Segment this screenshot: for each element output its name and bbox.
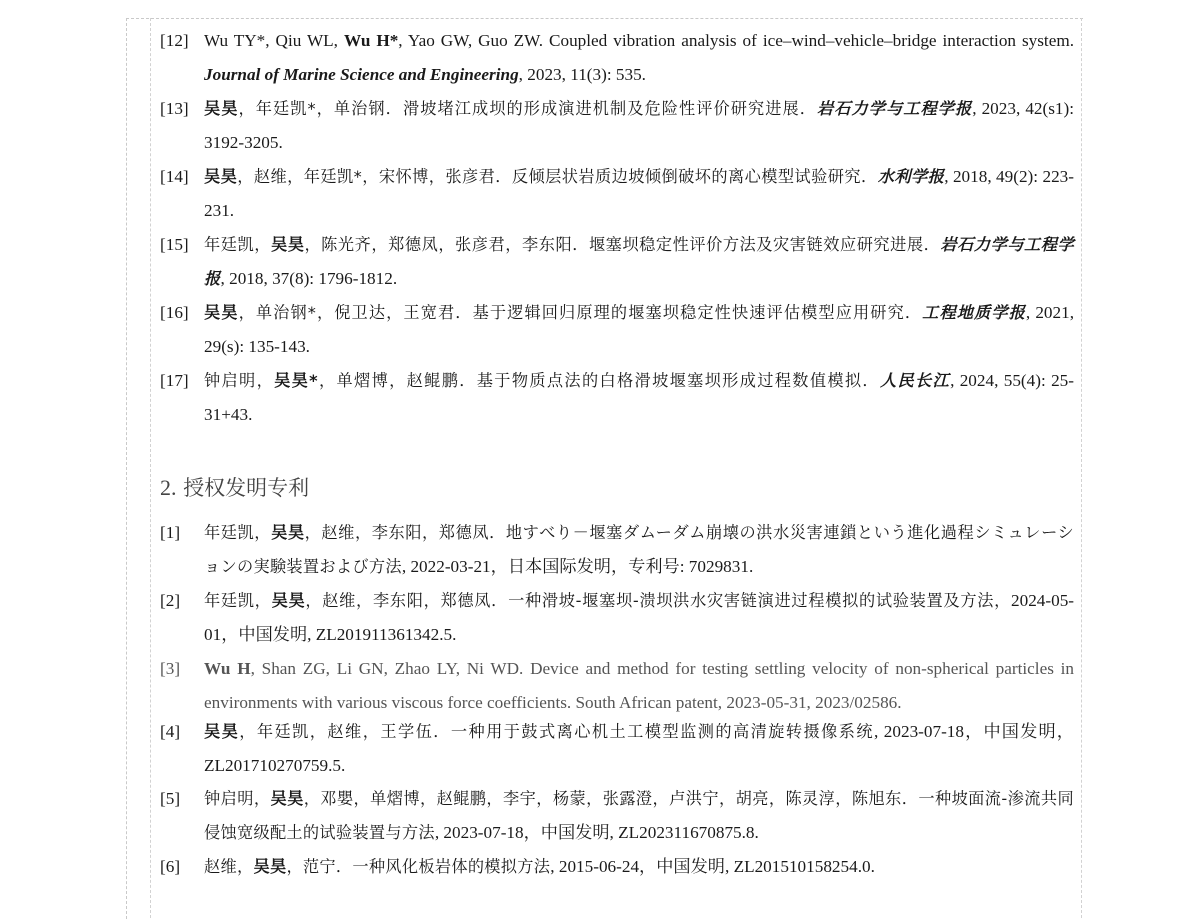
reference-authors: 年廷凯， <box>204 235 271 254</box>
patent-authors-rest: , Shan ZG, Li GN, Zhao LY, Ni WD. <box>250 659 531 678</box>
patent-title: 一种用于鼓式离心机土工模型监测的高清旋转摄像系统 <box>450 722 875 741</box>
reference-title: 基于逻辑回归原理的堰塞坝稳定性快速评估模型应用研究． <box>472 303 923 322</box>
reference-authors-rest: ，陈光齐，郑德凤，张彦君，李东阳． <box>304 235 589 254</box>
patent-authors: 赵维， <box>204 857 254 876</box>
reference-number: [13] <box>160 99 189 118</box>
patent-details: , 2015-06-24，中国发明, ZL201510158254.0. <box>550 857 875 876</box>
patent-title: 地すべり－堰塞ダムーダム崩壊の洪水災害連鎖という進化過程シミュレーションの実験装置および方法 <box>204 523 1075 576</box>
patent-bold-author: 吴昊 <box>204 722 240 741</box>
patent-authors-rest: ，赵维，李东阳，郑德凤． <box>305 591 509 610</box>
patent-title: Device and method for testing settling velocity of non-spherical particles in environments with various viscous force coefficients. South African patent <box>204 659 1075 712</box>
patent-bold-author: Wu H <box>204 659 251 678</box>
reference-title: Coupled vibration analysis of ice–wind–vehicle–bridge interaction system. <box>549 31 1074 50</box>
section-number: 2. <box>160 475 177 500</box>
patent-title: 一种风化板岩体的模拟方法 <box>352 857 551 876</box>
reference-title: 基于物质点法的白格滑坡堰塞坝形成过程数值模拟． <box>476 371 880 390</box>
reference-journal: 水利学报 <box>877 167 945 186</box>
reference-authors: Wu TY*, Qiu WL, <box>204 31 344 50</box>
patent-4 <box>160 715 1074 783</box>
reference-details: , 2024, 55(4): 25-31+43. <box>204 371 1074 424</box>
patent-bold-author: 吴昊 <box>271 523 305 542</box>
reference-authors-rest: ，单熠博，赵鲲鹏． <box>317 371 477 390</box>
patent-authors-rest: ，邓嬰，单熠博，赵鲲鹏，李宇，杨蒙，张露澄，卢洪宁，胡亮，陈灵淳，陈旭东． <box>303 789 919 808</box>
reference-title: 堰塞坝稳定性评价方法及灾害链效应研究进展． <box>588 235 941 254</box>
reference-bold-author: 吴昊 <box>204 99 239 118</box>
reference-authors-rest: , Yao GW, Guo ZW. <box>398 31 550 50</box>
patent-number: [2] <box>160 591 181 610</box>
patent-number: [5] <box>160 789 181 808</box>
reference-15 <box>160 228 1074 296</box>
patent-2 <box>160 584 1074 652</box>
patent-number: [1] <box>160 523 181 542</box>
patent-bold-author: 吴昊 <box>270 789 304 808</box>
patent-details: , 2022-03-21，日本国际发明，专利号: 7029831. <box>401 557 754 576</box>
patent-title: 一种滑坡-堰塞坝-溃坝洪水灾害链演进过程模拟的试验装置及方法， <box>508 591 1012 610</box>
patent-authors-rest: ，赵维，李东阳，郑德凤． <box>304 523 506 542</box>
patent-authors: 年廷凯， <box>204 591 272 610</box>
patent-authors-rest: ，年廷凯，赵维，王学伍． <box>239 722 451 741</box>
reference-details: , 2023, 11(3): 535. <box>518 65 646 84</box>
reference-journal: 岩石力学与工程学报 <box>816 99 973 118</box>
reference-journal: 人民长江 <box>879 371 951 390</box>
reference-details: , 2021, 29(s): 135-143. <box>204 303 1074 356</box>
reference-bold-author: 吴昊* <box>274 371 318 390</box>
reference-authors-rest: ，年廷凯*，单治钢． <box>238 99 403 118</box>
patent-bold-author: 吴昊 <box>253 857 287 876</box>
reference-bold-author: 吴昊 <box>270 235 305 254</box>
patent-details: 2024-05-01，中国发明, ZL201911361342.5. <box>204 591 1075 644</box>
reference-number: [14] <box>160 167 189 186</box>
reference-16 <box>160 296 1074 364</box>
patent-5 <box>160 782 1074 850</box>
patent-authors: 钟启明， <box>204 789 271 808</box>
reference-bold-author: 吴昊 <box>204 303 239 322</box>
patent-title: 一种坡面流-渗流共同侵蚀宽级配土的试验装置与方法 <box>204 789 1074 842</box>
reference-12 <box>160 24 1074 92</box>
reference-number: [17] <box>160 371 189 390</box>
reference-journal: Journal of Marine Science and Engineering <box>204 65 519 84</box>
reference-bold-author: 吴昊 <box>204 167 238 186</box>
patent-6 <box>160 850 1074 884</box>
section-heading <box>160 472 309 502</box>
reference-17 <box>160 364 1074 432</box>
patent-details: , 2023-05-31, 2023/02586. <box>717 693 902 712</box>
patent-bold-author: 吴昊 <box>271 591 306 610</box>
patent-authors: 年廷凯， <box>204 523 272 542</box>
reference-details: , 2023, 42(s1): 3192-3205. <box>204 99 1075 152</box>
reference-authors: 钟启明， <box>204 371 275 390</box>
reference-bold-author: Wu H* <box>343 31 399 50</box>
patent-number: [3] <box>160 659 181 678</box>
reference-13 <box>160 92 1074 160</box>
reference-number: [12] <box>160 31 189 50</box>
patent-1 <box>160 516 1074 584</box>
reference-details: , 2018, 49(2): 223-231. <box>204 167 1074 220</box>
section-title: 授权发明专利 <box>183 476 310 500</box>
reference-journal: 岩石力学与工程学报 <box>204 235 1075 288</box>
reference-authors-rest: ，赵维，年廷凯*，宋怀博，张彦君． <box>237 167 512 186</box>
reference-14 <box>160 160 1074 228</box>
patent-3 <box>160 652 1074 720</box>
reference-title: 反倾层状岩质边坡倾倒破坏的离心模型试验研究． <box>511 167 878 186</box>
patent-authors-rest: ，范宁． <box>286 857 353 876</box>
patent-details: , 2023-07-18，中国发明，ZL201710270759.5. <box>204 722 1074 775</box>
reference-number: [15] <box>160 235 189 254</box>
patent-details: , 2023-07-18，中国发明, ZL202311670875.8. <box>434 823 759 842</box>
reference-journal: 工程地质学报 <box>922 303 1026 322</box>
patent-number: [6] <box>160 857 181 876</box>
reference-title: 滑坡堵江成坝的形成演进机制及危险性评价研究进展． <box>402 99 817 118</box>
reference-number: [16] <box>160 303 189 322</box>
reference-details: , 2018, 37(8): 1796-1812. <box>220 269 398 288</box>
reference-authors-rest: ，单治钢*，倪卫达，王宽君． <box>238 303 473 322</box>
patent-number: [4] <box>160 722 181 741</box>
